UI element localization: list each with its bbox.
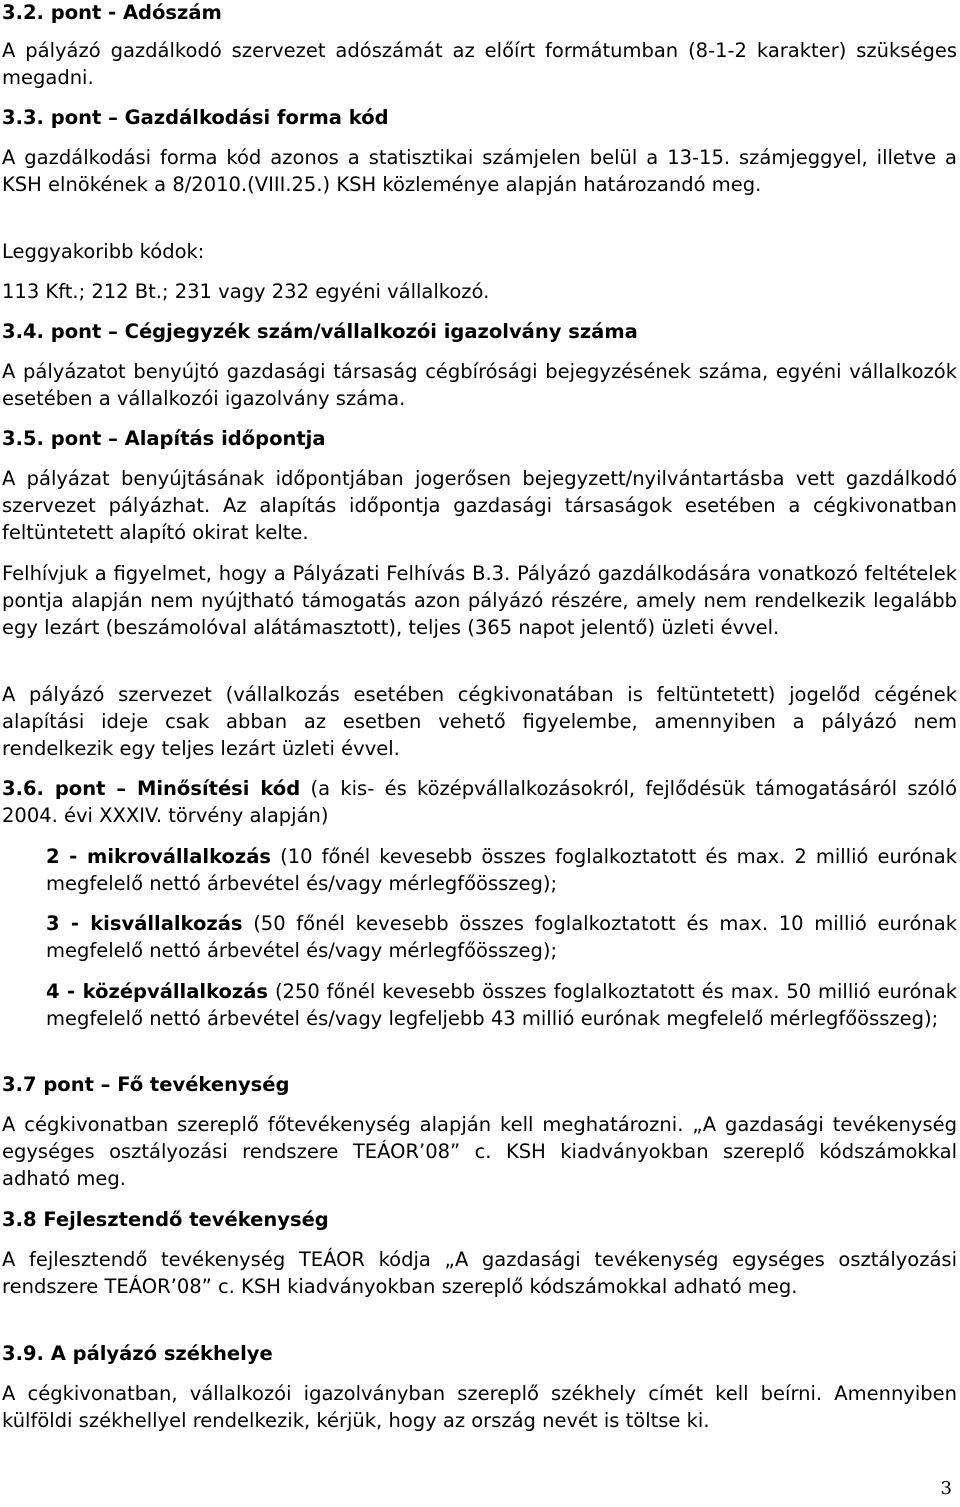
common-codes-list: 113 Kft.; 212 Bt.; 231 vagy 232 egyéni vállalkozó. xyxy=(2,280,490,303)
section-heading-3-4: 3.4. pont – Cégjegyzék szám/vállalkozói igazolvány száma xyxy=(2,320,638,343)
list-item xyxy=(46,911,957,965)
section-text-3-2: A pályázó gazdálkodó szervezet adószámát az előírt formátumban (8-1-2 karakter) szükséges megadni. xyxy=(2,39,957,89)
list-item-term: 4 - középvállalkozás xyxy=(46,980,269,1003)
list-item-term: 3 - kisvállalkozás xyxy=(46,912,243,935)
section-heading-3-6-rest: (a kis- és középvállalkozásokról, fejlődésük támogatásáról szóló 2004. évi XXXIV. törvény alapján) xyxy=(2,777,958,827)
section-heading-3-3: 3.3. pont – Gazdálkodási forma kód xyxy=(2,106,389,129)
section-text-3-8: A fejlesztendő tevékenység TEÁOR kódja „A gazdasági tevékenység egységes osztályozási rendszere TEÁOR’08” c. KSH kiadványokban szereplő kódszámokkal adható meg. xyxy=(2,1248,957,1298)
page-number: 3 xyxy=(940,1478,952,1500)
section-text-3-5-p2: Felhívjuk a figyelmet, hogy a Pályázati Felhívás B.3. Pályázó gazdálkodására vonatkozó feltételek pontja alapján nem nyújtható támogatás azon pályázó részére, amely nem rendelkezik legalább egy lezárt (beszámolóval alátámasztott), teljes (365 napot jelentő) üzleti évvel. xyxy=(2,562,957,639)
section-text-3-3: A gazdálkodási forma kód azonos a statisztikai számjelen belül a 13-15. számjeggyel, illetve a KSH elnökének a 8/2010.(VIII.25.) KSH közleménye alapján határozandó meg. xyxy=(2,146,957,196)
section-heading-3-8: 3.8 Fejlesztendő tevékenység xyxy=(2,1208,329,1231)
section-text-3-4: A pályázatot benyújtó gazdasági társaság cégbírósági bejegyzésének száma, egyéni vállalkozók esetében a vállalkozói igazolvány száma. xyxy=(2,360,957,410)
section-heading-3-5: 3.5. pont – Alapítás időpontja xyxy=(2,427,326,450)
list-item xyxy=(46,979,957,1033)
list-item-desc: (10 főnél kevesebb összes foglalkoztatott és max. 2 millió eurónak megfelelő nettó árbevétel és/vagy mérlegfőösszeg); xyxy=(46,845,957,895)
section-text-3-5-p3: A pályázó szervezet (vállalkozás esetében cégkivonatában is feltüntetett) jogelőd cégének alapítási ideje csak abban az esetben vehető figyelembe, amennyiben a pályázó nem rendelkezik egy teljes lezárt üzleti évvel. xyxy=(2,683,957,760)
section-text-3-9: A cégkivonatban, vállalkozói igazolványban szereplő székhely címét kell beírni. Amennyiben külföldi székhellyel rendelkezik, kérjük, hogy az ország nevét is töltse ki. xyxy=(2,1382,957,1432)
list-item-desc: (250 főnél kevesebb összes foglalkoztatott és max. 50 millió eurónak megfelelő nettó árbevétel és/vagy legfeljebb 43 millió eurónak megfelelő mérlegfőösszeg); xyxy=(46,980,957,1030)
section-heading-3-6 xyxy=(2,776,957,830)
common-codes-label: Leggyakoribb kódok: xyxy=(2,240,205,263)
section-heading-3-7: 3.7 pont – Fő tevékenység xyxy=(2,1073,290,1096)
section-text-3-7: A cégkivonatban szereplő főtevékenység alapján kell meghatározni. „A gazdasági tevékenység egységes osztályozási rendszere TEÁOR’08” c. KSH kiadványokban szereplő kódszámokkal adható meg. xyxy=(2,1113,957,1190)
list-item xyxy=(46,844,957,898)
section-text-3-5-p1: A pályázat benyújtásának időpontjában jogerősen bejegyzett/nyilvántartásba vett gazdálkodó szervezet pályázhat. Az alapítás időpontja gazdasági társaságok esetében a cégkivonatban feltüntetett alapító okirat kelte. xyxy=(2,467,957,544)
section-heading-3-2: 3.2. pont - Adószám xyxy=(2,1,222,24)
list-item-desc: (50 főnél kevesebb összes foglalkoztatott és max. 10 millió eurónak megfelelő nettó árbevétel és/vagy mérlegfőösszeg); xyxy=(46,912,957,962)
section-heading-3-9: 3.9. A pályázó székhelye xyxy=(2,1342,273,1365)
section-heading-3-6-title: 3.6. pont – Minősítési kód xyxy=(2,777,301,800)
list-item-term: 2 - mikrovállalkozás xyxy=(46,845,272,868)
